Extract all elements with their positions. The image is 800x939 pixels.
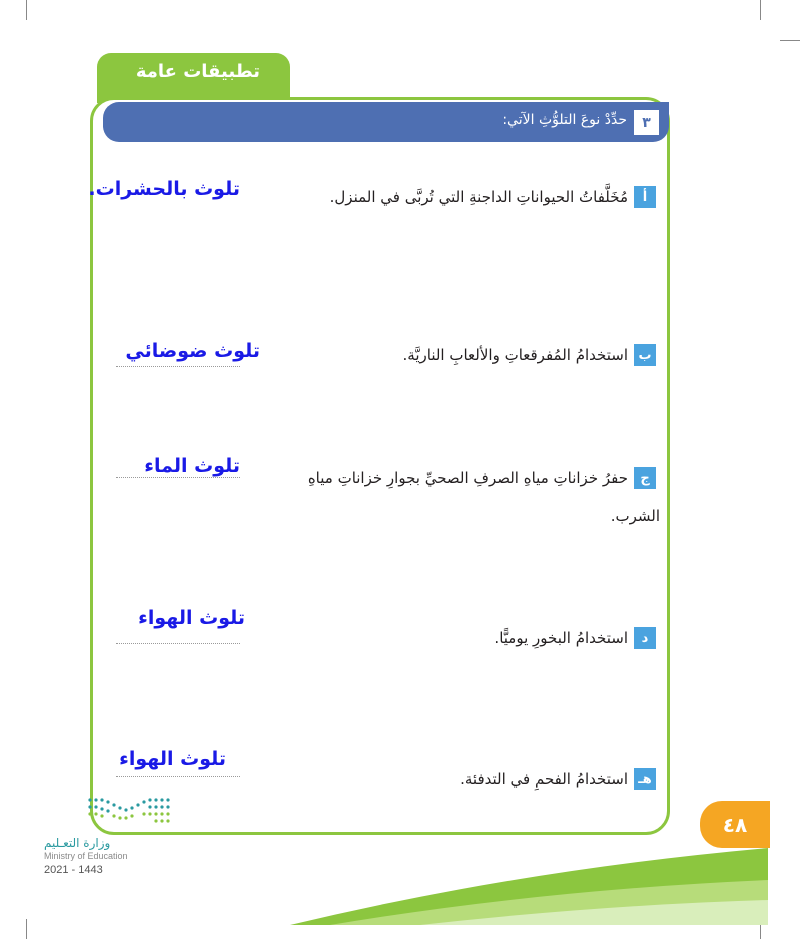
section-tab bbox=[97, 53, 290, 103]
item-text: مُخَلَّفاتُ الحيواناتِ الداجنةِ التي تُربَّى في المنزل. bbox=[329, 188, 628, 206]
ministry-name-arabic: وزارة التعـليم bbox=[44, 836, 111, 850]
answer-dotted-line bbox=[116, 366, 240, 367]
item-letter-badge: ج bbox=[634, 467, 656, 489]
ministry-name-english: Ministry of Education bbox=[44, 851, 128, 861]
item-letter-badge: أ bbox=[634, 186, 656, 208]
page-number: ٤٨ bbox=[700, 801, 770, 848]
item-text: استخدامُ المُفرقعاتِ والألعابِ الناريَّة. bbox=[402, 346, 628, 364]
handwritten-answer: تلوث ضوضائي bbox=[125, 340, 260, 362]
item-text: استخدامُ البخورِ يوميًّا. bbox=[494, 629, 628, 647]
handwritten-answer: تلوث الماء bbox=[144, 455, 240, 477]
item-text-continued: الشرب. bbox=[610, 507, 660, 525]
item-letter-badge: ب bbox=[634, 344, 656, 366]
answer-dotted-line bbox=[116, 477, 240, 478]
item-text: حفرُ خزاناتِ مياهِ الصرفِ الصحيِّ بجوارِ خزاناتِ مياهِ bbox=[307, 469, 628, 487]
handwritten-answer: تلوث بالحشرات. bbox=[88, 178, 240, 200]
item-letter-badge: هـ bbox=[634, 768, 656, 790]
question-text: حدِّدْ نوعَ التلوُّثِ الآتي: bbox=[502, 112, 627, 128]
section-tab-title: تطبيقات عامة bbox=[135, 61, 260, 82]
answer-dotted-line bbox=[116, 776, 240, 777]
question-number: ٣ bbox=[634, 110, 659, 135]
handwritten-answer: تلوث الهواء bbox=[138, 607, 245, 629]
question-bar bbox=[103, 102, 669, 142]
edition-year: 2021 - 1443 bbox=[44, 864, 103, 876]
item-text: استخدامُ الفحمِ في التدفئة. bbox=[460, 770, 628, 788]
handwritten-answer: تلوث الهواء bbox=[119, 748, 226, 770]
ministry-logo-icon bbox=[86, 796, 178, 832]
answer-dotted-line bbox=[116, 643, 240, 644]
item-letter-badge: د bbox=[634, 627, 656, 649]
